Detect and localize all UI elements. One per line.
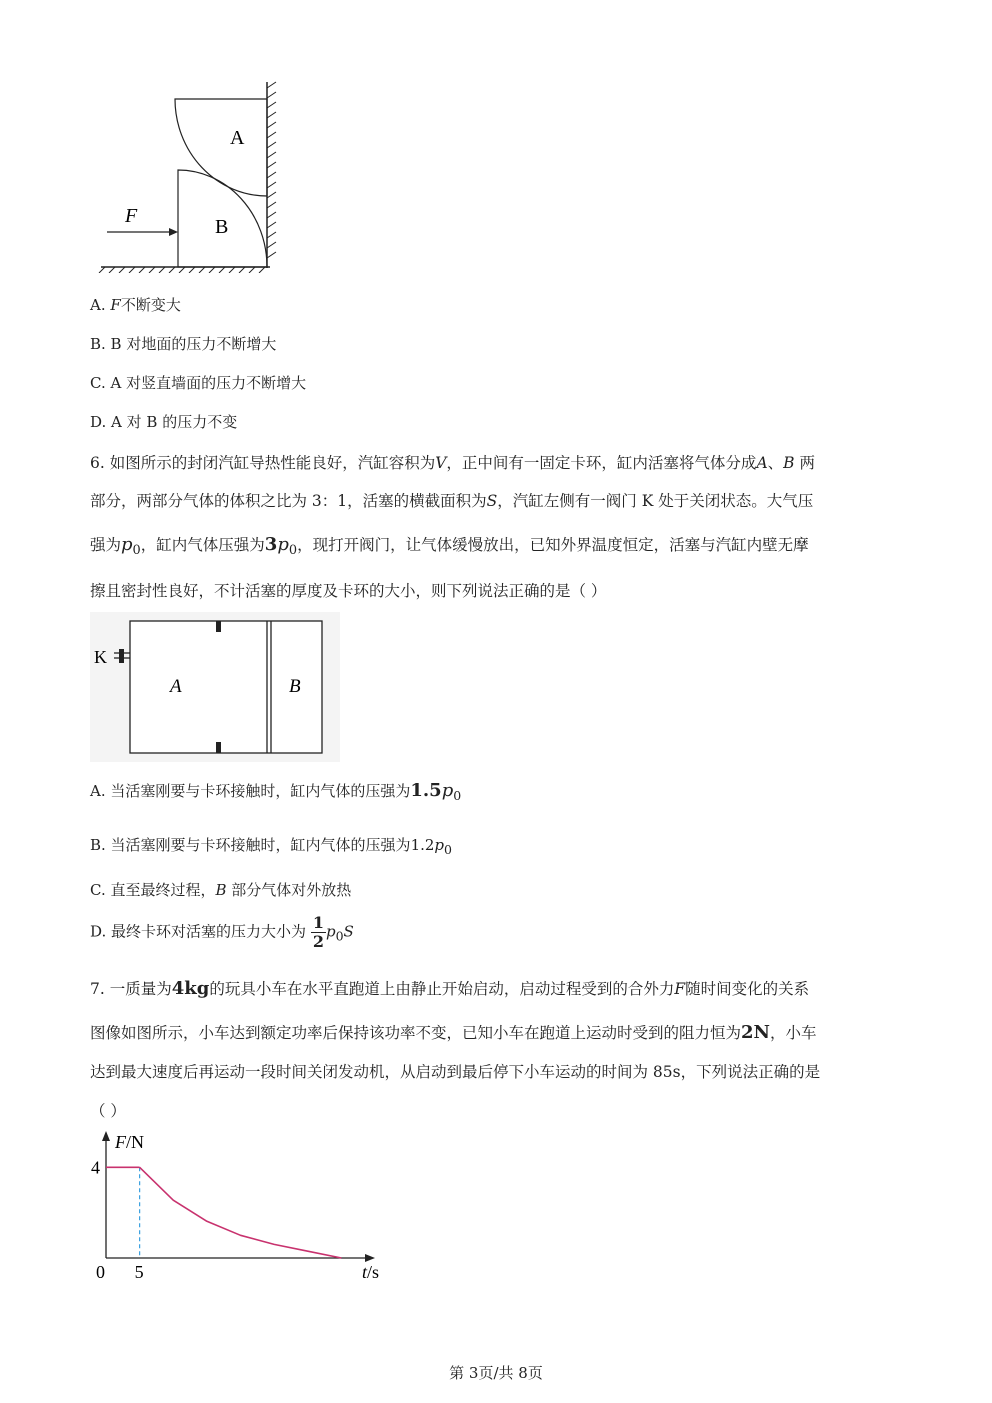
- q6-option-a: A. 当活塞刚要与卡环接触时，缸内气体的压强为$1.5p_0$: [90, 780, 462, 803]
- q5-option-d: D. A 对 B 的压力不变: [90, 413, 238, 431]
- x-tick-label: 0: [96, 1262, 105, 1282]
- q6-line-4: 擦且密封性良好，不计活塞的厚度及卡环的大小，则下列说法正确的是（ ）: [90, 582, 607, 600]
- x-axis-label: t/s: [362, 1262, 380, 1282]
- figure-cylinder: [90, 612, 340, 762]
- series-decreasing-force: [140, 1167, 342, 1258]
- page-footer: 第 3页/共 8页: [449, 1364, 543, 1382]
- q5-option-c: C. A 对竖直墙面的压力不断增大: [90, 374, 307, 392]
- q6-option-c: C. 直至最终过程，B 部分气体对外放热: [90, 881, 352, 899]
- figure-blocks-wall: [95, 78, 285, 273]
- q7-line-4: （ ）: [90, 1102, 126, 1120]
- label-gas-a: A: [170, 676, 182, 697]
- q5-option-a: A. F不断变大: [90, 296, 181, 314]
- label-a: A: [230, 127, 245, 149]
- q5-option-b: B. B 对地面的压力不断增大: [90, 335, 277, 353]
- force-time-chart: [85, 1128, 395, 1288]
- q6-line-2: 部分，两部分气体的体积之比为 3：1，活塞的横截面积为S，汽缸左侧有一阀门 K 处于关闭状态。大气压: [90, 492, 814, 510]
- q7-line-1: 7. 一质量为4kg的玩具小车在水平直跑道上由静止开始启动，启动过程受到的合外力F随时间变化的关系: [90, 978, 810, 999]
- ground-hatching: [99, 267, 265, 273]
- q6-line-3: 强为$p_0$，缸内气体压强为$3p_0$，现打开阀门，让气体缓慢放出，已知外界温度恒定，活塞与汽缸内壁无摩: [90, 534, 809, 559]
- y-axis-arrow: [102, 1131, 110, 1141]
- q6-option-b: B. 当活塞刚要与卡环接触时，缸内气体的压强为$1.2p_0$: [90, 836, 452, 857]
- x-tick-label: 5: [134, 1262, 144, 1282]
- stop-ring-top: [216, 621, 221, 632]
- q7-line-2: 图像如图所示，小车达到额定功率后保持该功率不变，已知小车在跑道上运动时受到的阻力恒为2N，小车: [90, 1022, 817, 1043]
- label-gas-b: B: [289, 676, 301, 697]
- q6-line-1: 6. 如图所示的封闭汽缸导热性能良好，汽缸容积为V，正中间有一固定卡环，缸内活塞将气体分成A、B 两: [90, 454, 815, 472]
- valve-k: [119, 649, 124, 663]
- q7-line-3: 达到最大速度后再运动一段时间关闭发动机，从启动到最后停下小车运动的时间为 85s，下列说法正确的是: [90, 1063, 821, 1081]
- stop-ring-bottom: [216, 742, 221, 753]
- q6-option-d: D. 最终卡环对活塞的压力大小为 $\frac{1}{2}$ $p_0S$: [90, 913, 354, 951]
- y-axis-label: F/N: [115, 1132, 144, 1152]
- label-b: B: [215, 216, 229, 238]
- label-f: F: [125, 205, 138, 227]
- wall-hatching: [267, 82, 276, 258]
- force-arrowhead: [169, 228, 178, 236]
- label-k: K: [94, 647, 107, 667]
- x-axis-arrow: [365, 1254, 375, 1262]
- fraction-one-half: $\frac{1}{2}$: [312, 913, 324, 951]
- y-tick-label: 4: [91, 1157, 100, 1178]
